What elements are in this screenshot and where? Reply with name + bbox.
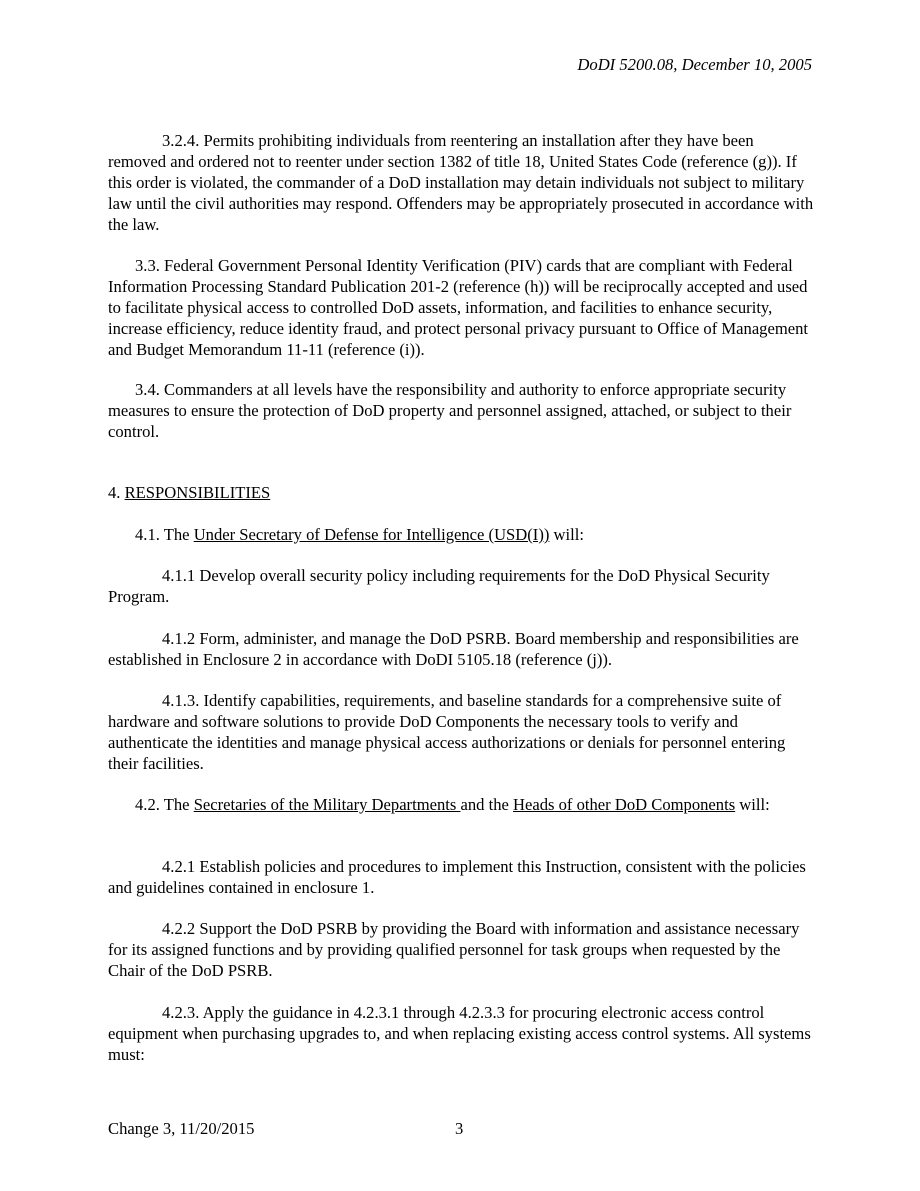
- footer-change-note: Change 3, 11/20/2015: [108, 1119, 255, 1138]
- paragraph-4-1-suffix: will:: [549, 525, 584, 544]
- section-number: 4.: [108, 483, 125, 502]
- page-number: 3: [455, 1119, 464, 1138]
- paragraph-4-2-3: 4.2.3. Apply the guidance in 4.2.3.1 through 4.2.3.3 for procuring electronic access control equipment when purchasing upgrades to, and when replacing existing access control systems. All systems must:: [108, 1003, 811, 1064]
- paragraph-4-1-1: 4.1.1 Develop overall security policy including requirements for the DoD Physical Security Program.: [108, 566, 770, 606]
- secretaries-military-departments: Secretaries of the Military Departments: [193, 795, 461, 814]
- heads-dod-components: Heads of other DoD Components: [513, 795, 736, 814]
- paragraph-4-2-suffix: will:: [735, 795, 770, 814]
- section-4-heading: [108, 482, 814, 503]
- paragraph-4-1-3: 4.1.3. Identify capabilities, requirements, and baseline standards for a comprehensive suite of hardware and software solutions to provide DoD Components the necessary tools to verify and authenticate the identities and manage physical access authorizations or denials for personnel entering their facilities.: [108, 691, 786, 773]
- paragraph-3-2-4: 3.2.4. Permits prohibiting individuals from reentering an installation after they have been removed and ordered not to reenter under section 1382 of title 18, United States Code (reference (g)). If this order is violated, the commander of a DoD installation may detain individuals not subject to military law until the civil authorities may respond. Offenders may be appropriately prosecuted in accordance with the law.: [108, 131, 814, 234]
- paragraph-4-2-prefix: 4.2. The: [135, 795, 194, 814]
- paragraph-4-2-1: 4.2.1 Establish policies and procedures to implement this Instruction, consistent with the policies and guidelines contained in enclosure 1.: [108, 857, 806, 897]
- paragraph-3-4: 3.4. Commanders at all levels have the responsibility and authority to enforce appropriate security measures to ensure the protection of DoD property and personnel assigned, attached, or subject to their control.: [108, 380, 792, 441]
- paragraph-4-2: [108, 794, 814, 815]
- page-header: DoDI 5200.08, December 10, 2005: [577, 55, 812, 74]
- usd-i-title: Under Secretary of Defense for Intelligence (USD(I)): [193, 525, 550, 544]
- section-title: RESPONSIBILITIES: [124, 483, 271, 502]
- paragraph-4-1: [108, 524, 814, 545]
- paragraph-4-1-prefix: 4.1. The: [135, 525, 194, 544]
- paragraph-4-2-middle: and the: [460, 795, 514, 814]
- paragraph-4-1-2: 4.1.2 Form, administer, and manage the DoD PSRB. Board membership and responsibilities are established in Enclosure 2 in accordance with DoDI 5105.18 (reference (j)).: [108, 629, 799, 669]
- paragraph-4-2-2: 4.2.2 Support the DoD PSRB by providing the Board with information and assistance necessary for its assigned functions and by providing qualified personnel for task groups when requested by the Chair of the DoD PSRB.: [108, 919, 800, 980]
- paragraph-3-3: 3.3. Federal Government Personal Identity Verification (PIV) cards that are compliant with Federal Information Processing Standard Publication 201-2 (reference (h)) will be reciprocally accepted and used to facilitate physical access to controlled DoD assets, information, and facilities to enhance security, increase efficiency, reduce identity fraud, and protect personal privacy pursuant to Office of Management and Budget Memorandum 11-11 (reference (i)).: [108, 256, 809, 359]
